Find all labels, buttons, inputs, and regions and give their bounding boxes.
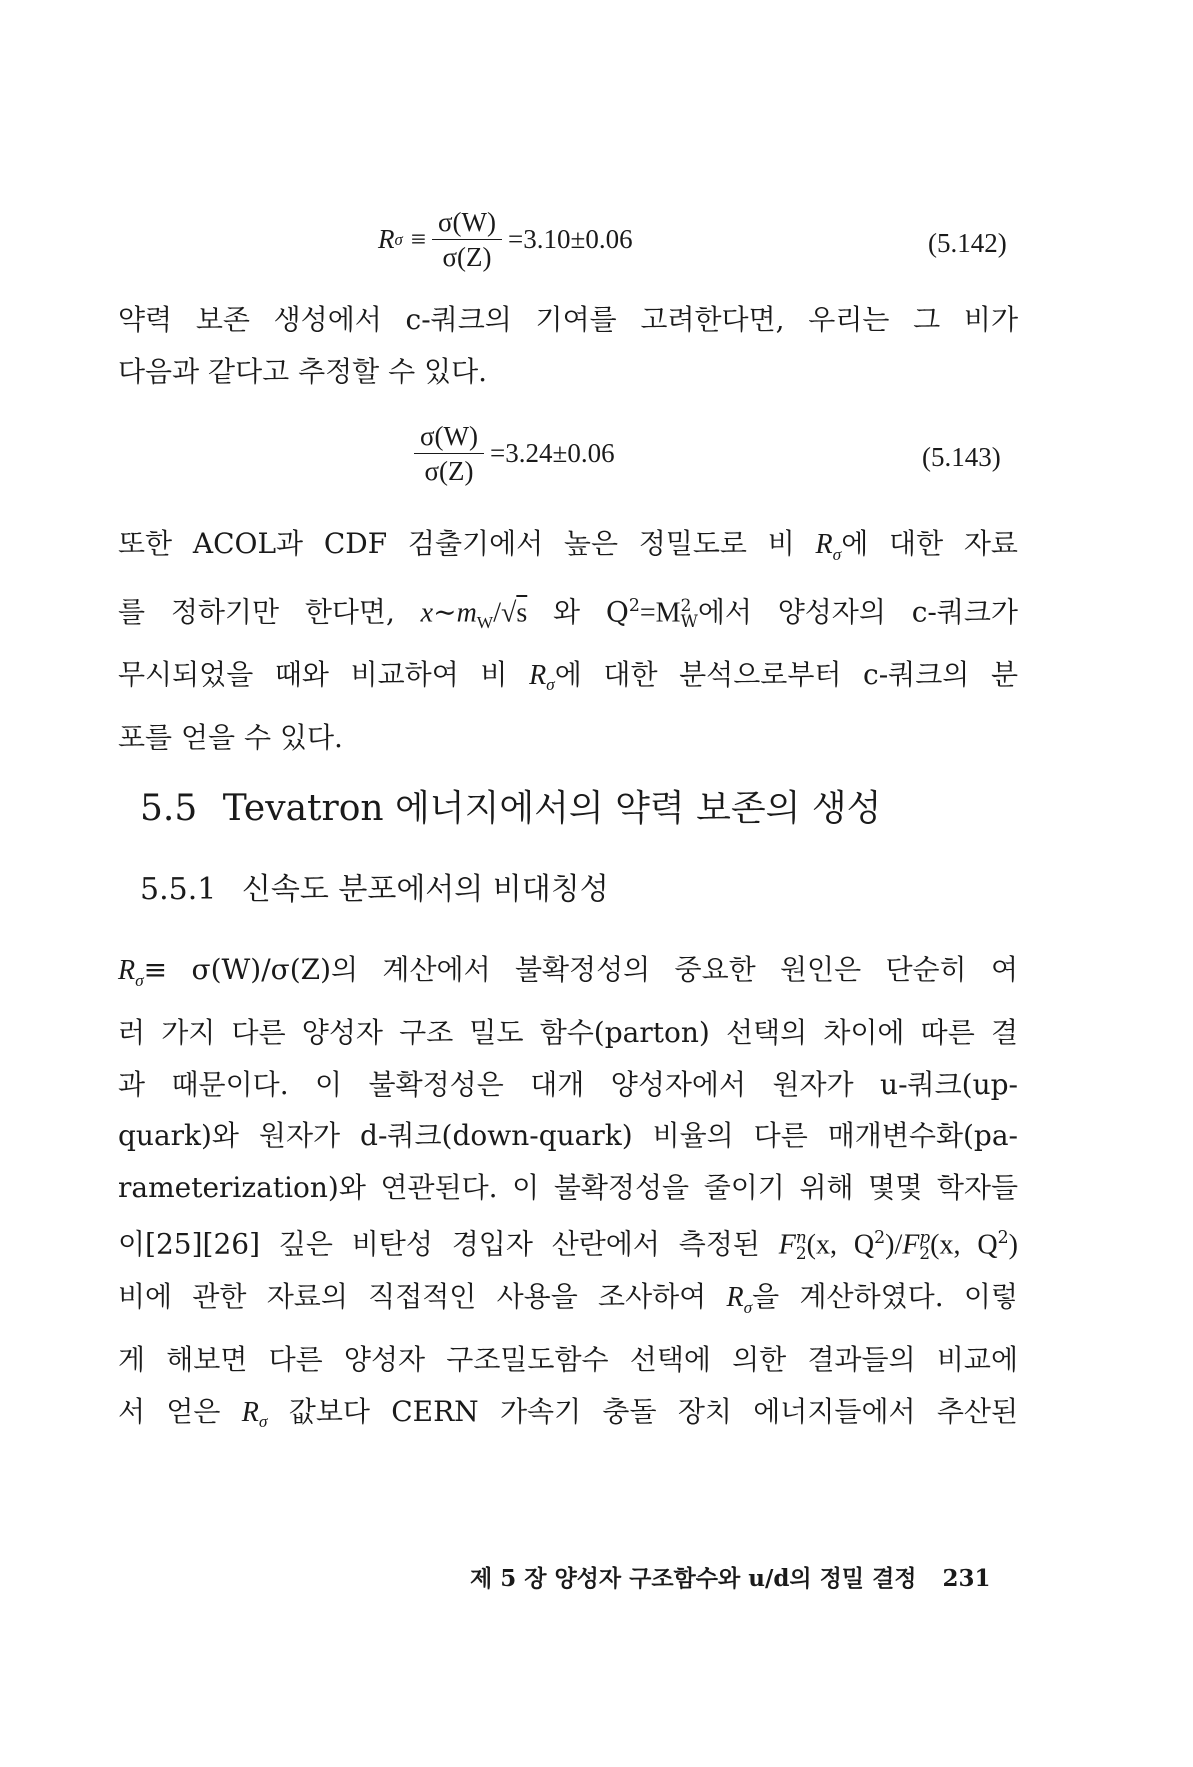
para3-l7-text-b: 을 계산하였다. 이렇 — [752, 1279, 1018, 1313]
equation-number-5-143: (5.143) — [922, 442, 1001, 472]
math-m: m — [456, 597, 477, 629]
math-xq: (x, Q — [806, 1229, 875, 1261]
math-m-scripts — [680, 594, 698, 631]
r-sigma-symbol: R — [241, 1396, 259, 1428]
math-s: s — [516, 597, 528, 629]
eq2-rhs: =3.24±0.06 — [490, 438, 615, 469]
eq1-fraction — [432, 208, 502, 272]
page-number: 231 — [942, 1565, 991, 1592]
para3-line-3: 과 때문이다. 이 불확정성은 대개 양성자에서 원자가 u-쿼크(up- — [118, 1067, 1018, 1101]
eq1-lhs: R — [378, 224, 395, 255]
eq1-rhs: =3.10±0.06 — [508, 224, 633, 255]
para3-l9-text: 서 얻은 — [118, 1394, 242, 1428]
r-sigma-sub: σ — [743, 1297, 753, 1317]
equation-5-143 — [408, 422, 615, 486]
para2-l2-text: 를 정하기만 한다면, — [118, 595, 421, 629]
math-slash: )/ — [885, 1229, 903, 1261]
para3-l7-text: 비에 관한 자료의 직접적인 사용을 조사하여 — [118, 1279, 727, 1313]
r-sigma-symbol: R — [726, 1281, 744, 1313]
para3-l9-text-b: 값보다 CERN 가속기 충돌 장치 에너지들에서 추산된 — [267, 1394, 1018, 1428]
para1-line-2: 다음과 같다고 추정할 수 있다. — [118, 354, 488, 388]
r-sigma-sub: σ — [832, 544, 842, 564]
math-q-sup: 2 — [874, 1228, 886, 1249]
para2-l2-text-c: 에서 양성자의 c-쿼크가 — [697, 595, 1018, 629]
equation-5-142 — [378, 208, 633, 272]
para3-line-2: 러 가지 다른 양성자 구조 밀도 함수(parton) 선택의 차이에 따른 결 — [118, 1016, 1018, 1050]
r-sigma-symbol: R — [815, 529, 833, 560]
math-m-sup: 2 — [680, 594, 692, 615]
math-q-sup: 2 — [628, 596, 640, 617]
eq2-denominator: σ(Z) — [424, 456, 474, 487]
math-close: ) — [1008, 1229, 1018, 1261]
page-footer — [470, 1560, 991, 1593]
eq1-lhs-sub: σ — [394, 229, 403, 249]
paragraph-3 — [118, 944, 1018, 1449]
math-f2n-sup: n — [795, 1226, 807, 1247]
para2-line-1 — [118, 518, 1018, 581]
para2-l1-text: 또한 ACOL과 CDF 검출기에서 높은 정밀도로 비 — [118, 527, 816, 560]
math-sqrt: /√ — [493, 597, 517, 629]
para2-line-2 — [118, 581, 1018, 648]
r-sigma-symbol: R — [118, 955, 136, 986]
eq1-denominator: σ(Z) — [442, 242, 492, 273]
para2-line-3 — [118, 649, 1018, 712]
para2-line-4: 포를 얻을 수 있다. — [118, 720, 343, 754]
math-f2n-sub: 2 — [795, 1242, 807, 1263]
eq1-equiv: ≡ — [410, 224, 426, 255]
subsection-title: 신속도 분포에서의 비대칭성 — [241, 872, 609, 907]
paragraph-1 — [118, 294, 1018, 397]
section-title: Tevatron 에너지에서의 약력 보존의 생성 — [222, 788, 882, 829]
para1-line-1: 약력 보존 생성에서 c-쿼크의 기여를 고려한다면, 우리는 그 비가 — [118, 303, 1018, 336]
para3-line-1 — [118, 944, 1018, 1007]
math-sim: ∼ — [433, 597, 457, 629]
math-f2p-sub: 2 — [919, 1242, 931, 1263]
r-sigma-sub: σ — [546, 675, 555, 695]
math-x: x — [420, 597, 434, 629]
math-q2-sup: 2 — [997, 1228, 1009, 1249]
section-number: 5.5 — [140, 788, 198, 829]
eq1-numerator: σ(W) — [432, 208, 502, 240]
para3-l6-text: 이[25][26] 깊은 비탄성 경입자 산란에서 측정된 — [118, 1227, 779, 1261]
para2-l2-text-b: 와 Q — [527, 595, 629, 629]
para2-l3-text-b: 에 대한 분석으로부터 c-쿼크의 분 — [554, 657, 1018, 691]
subsection-number: 5.5.1 — [140, 872, 217, 907]
r-sigma-symbol: R — [529, 659, 547, 691]
para2-l1-text-b: 에 대한 자료 — [841, 527, 1018, 560]
math-f2n: F — [778, 1229, 796, 1261]
para3-line-4: quark)와 원자가 d-쿼크(down-quark) 비율의 다른 매개변수화(pa- — [118, 1119, 1018, 1153]
section-heading — [140, 780, 881, 831]
r-sigma-sub: σ — [135, 970, 144, 990]
math-f2p: F — [902, 1229, 920, 1261]
para3-line-8: 게 해보면 다른 양성자 구조밀도함수 선택에 의한 결과들의 비교에 — [118, 1343, 1018, 1377]
subsection-heading — [140, 864, 609, 908]
eq2-fraction — [414, 422, 484, 486]
para3-line-7 — [118, 1271, 1018, 1334]
math-m-sub: W — [476, 613, 494, 633]
math-f2p-scripts — [919, 1226, 931, 1263]
math-m-sub2: W — [680, 610, 698, 631]
math-f2n-scripts — [795, 1226, 807, 1263]
math-f2p-sup: p — [919, 1226, 931, 1247]
math-eq-m: =M — [639, 597, 681, 629]
math-xq2: (x, Q — [930, 1229, 998, 1261]
para2-l3-text: 무시되었을 때와 비교하여 비 — [118, 657, 530, 691]
para3-l1-text: ≡ σ(W)/σ(Z)의 계산에서 불확정성의 중요한 원인은 단순히 여 — [143, 953, 1018, 986]
r-sigma-sub: σ — [258, 1412, 268, 1432]
footer-chapter: 제 5 장 양성자 구조함수와 u/d의 정밀 결정 — [470, 1565, 917, 1592]
paragraph-2 — [118, 518, 1018, 763]
equation-number-5-142: (5.142) — [928, 228, 1007, 258]
para3-line-9 — [118, 1386, 1018, 1449]
para3-line-6 — [118, 1213, 1018, 1271]
eq2-numerator: σ(W) — [414, 422, 484, 454]
para3-line-5: rameterization)와 연관된다. 이 불확정성을 줄이기 위해 몇몇 학자들 — [118, 1170, 1018, 1204]
